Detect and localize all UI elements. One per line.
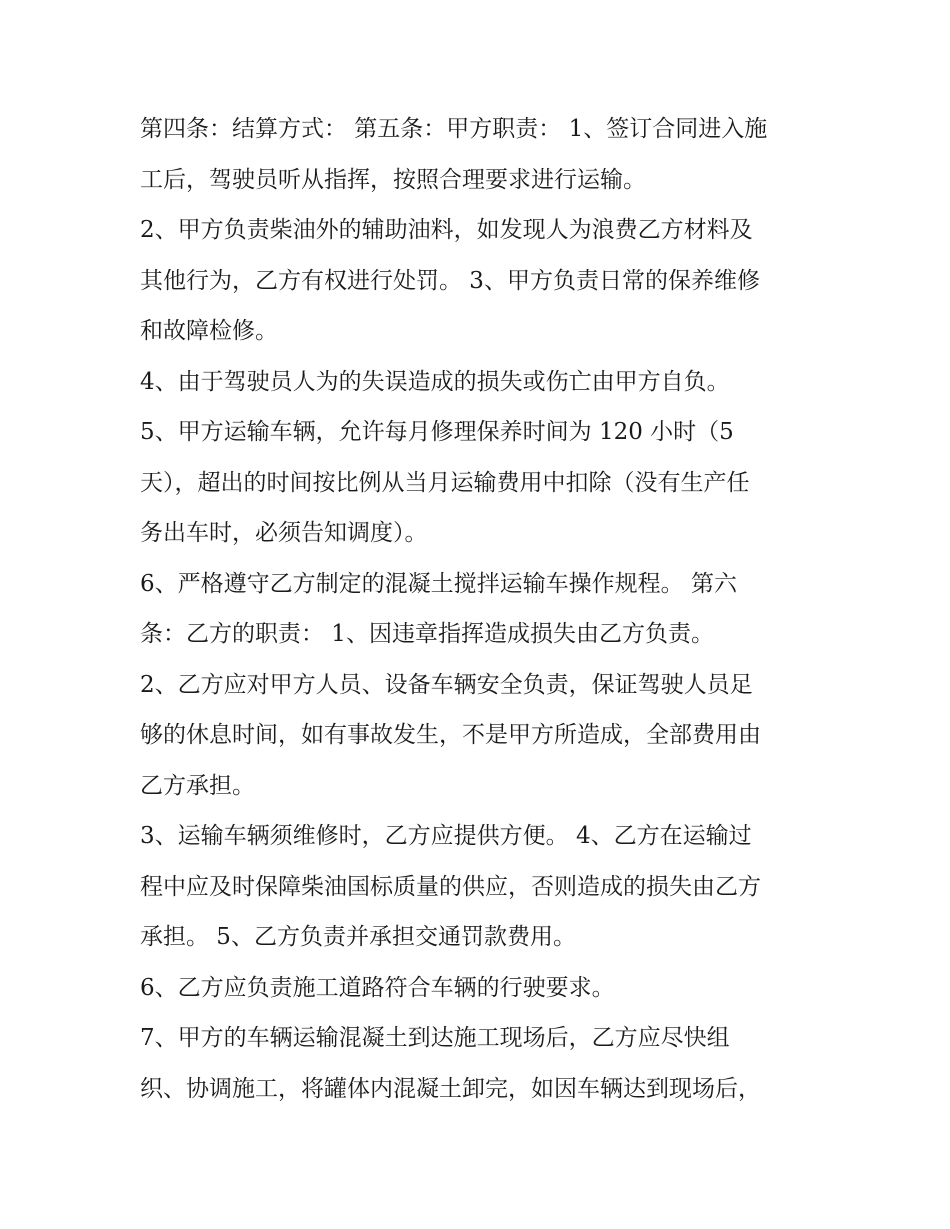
text-line: 够的休息时间，如有事故发生，不是甲方所造成，全部费用由 xyxy=(140,722,761,748)
text-line: 天），超出的时间按比例从当月运输费用中扣除（没有生产任 xyxy=(140,469,750,496)
text-line: 程中应及时保障柴油国标质量的供应，否则造成的损失由乙方 xyxy=(140,873,761,900)
text-line: 承担。 5、乙方负责并承担交通罚款费用。 xyxy=(140,924,576,950)
text-line: 织、协调施工，将罐体内混凝土卸完，如因车辆达到现场后， xyxy=(140,1075,761,1102)
text-line: 工后，驾驶员听从指挥，按照合理要求进行运输。 xyxy=(140,166,646,193)
contract-text xyxy=(140,104,820,1114)
text-line: 6、严格遵守乙方制定的混凝土搅拌运输车操作规程。 第六 xyxy=(140,570,737,597)
text-line: 2、乙方应对甲方人员、设备车辆安全负责，保证驾驶人员足 xyxy=(140,671,753,698)
text-line: 乙方承担。 xyxy=(140,772,255,799)
text-line: 2、甲方负责柴油外的辅助油料，如发现人为浪费乙方材料及 xyxy=(140,217,753,243)
text-line: 务出车时，必须告知调度）。 xyxy=(140,520,428,546)
text-line: 5、甲方运输车辆，允许每月修理保养时间为 120 小时（5 xyxy=(140,419,734,445)
text-line: 条：乙方的职责： 1、因违章指挥造成损失由乙方负责。 xyxy=(140,621,714,647)
text-line: 和故障检修。 xyxy=(140,318,278,344)
text-line: 3、运输车辆须维修时，乙方应提供方便。 4、乙方在运输过 xyxy=(140,823,752,849)
text-line: 7、甲方的车辆运输混凝土到达施工现场后，乙方应尽快组 xyxy=(140,1025,730,1051)
text-line: 第四条：结算方式： 第五条：甲方职责： 1、签订合同进入施 xyxy=(140,116,768,142)
text-line: 6、乙方应负责施工道路符合车辆的行驶要求。 xyxy=(140,974,615,1001)
text-line: 4、由于驾驶员人为的失误造成的损失或伤亡由甲方自负。 xyxy=(140,368,730,395)
text-line: 其他行为，乙方有权进行处罚。 3、甲方负责日常的保养维修 xyxy=(140,267,760,294)
